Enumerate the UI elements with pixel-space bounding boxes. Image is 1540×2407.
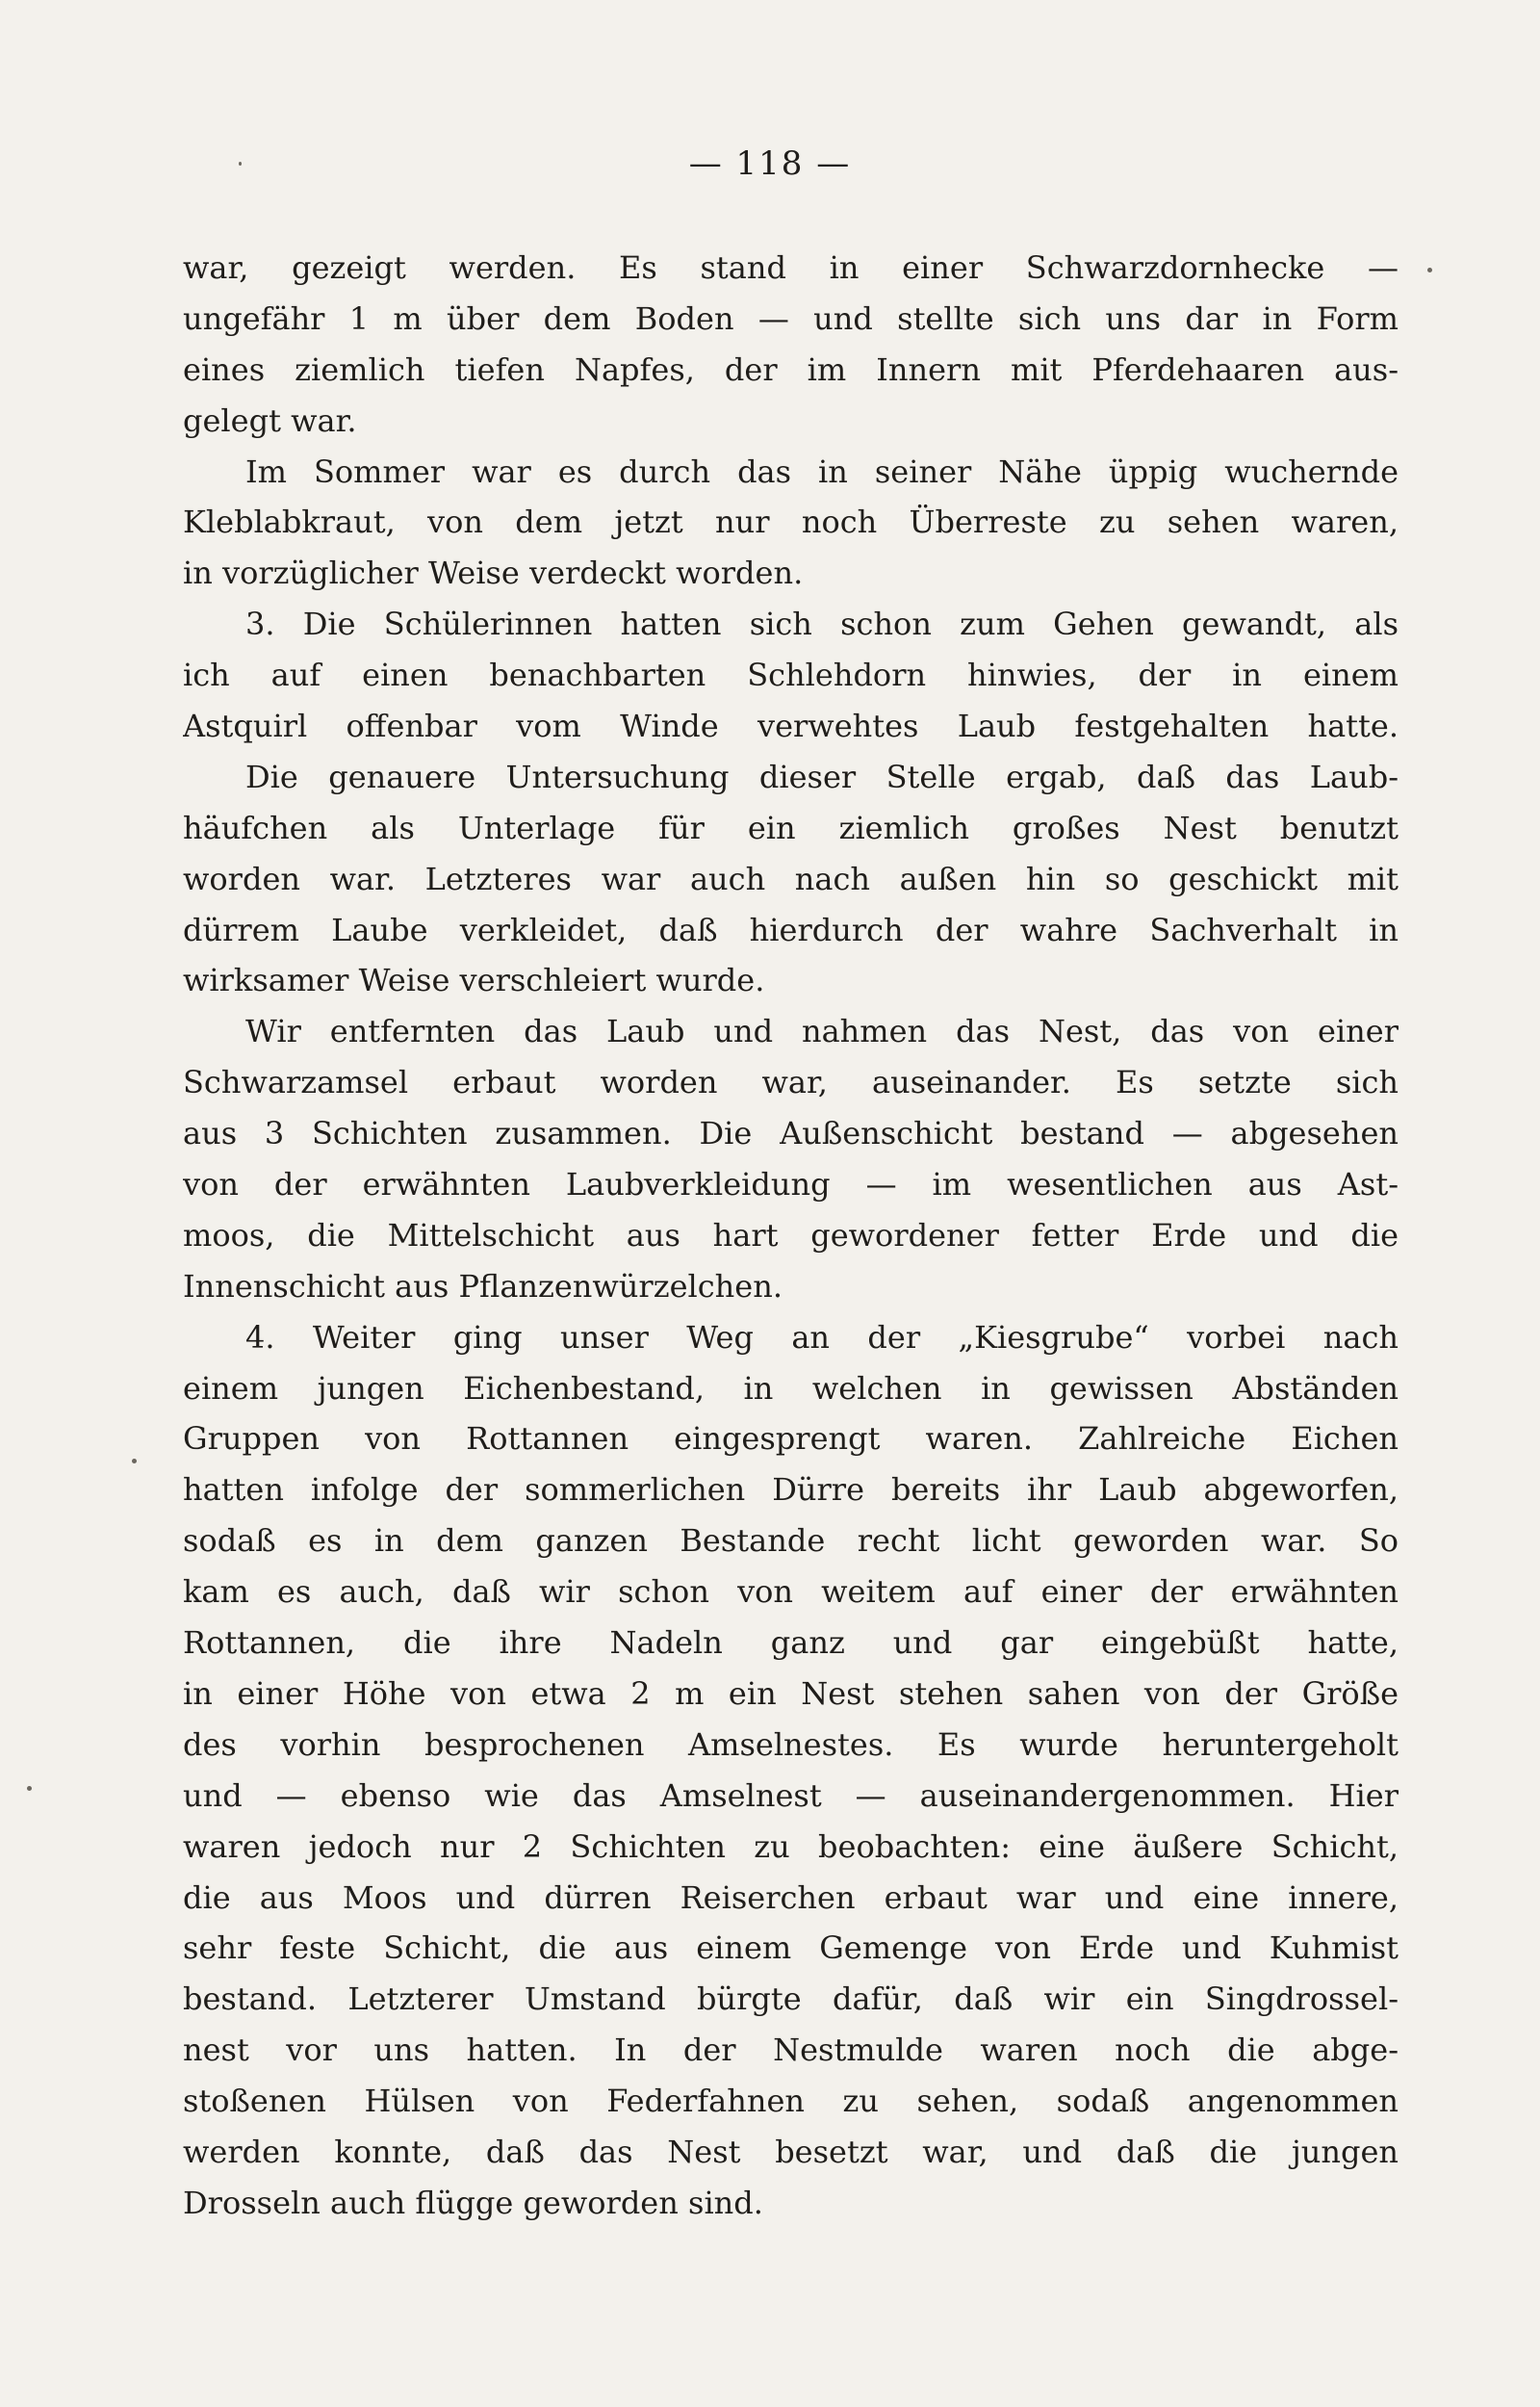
text-line: hatten infolge der sommerlichen Dürre bereits ihr Laub abgeworfen, — [183, 1471, 1399, 1509]
text-line: moos, die Mittelschicht aus hart gewordener fetter Erde und die — [183, 1216, 1399, 1254]
text-line: ungefähr 1 m über dem Boden — und stellte sich uns dar in Form — [183, 299, 1399, 337]
text-line: bestand. Letzterer Umstand bürgte dafür, daß wir ein Singdrossel- — [183, 1980, 1399, 2018]
print-speck — [239, 162, 242, 166]
text-line: Schwarzamsel erbaut worden war, auseinander. Es setzte sich — [183, 1064, 1399, 1101]
text-line: nest vor uns hatten. In der Nestmulde waren noch die abge- — [183, 2032, 1399, 2069]
print-speck — [132, 1459, 137, 1463]
text-line: stoßenen Hülsen von Federfahnen zu sehen, sodaß angenommen — [183, 2083, 1399, 2120]
text-line: aus 3 Schichten zusammen. Die Außenschicht bestand — abgesehen — [183, 1115, 1399, 1152]
text-line: Astquirl offenbar vom Winde verwehtes Laub festgehalten hatte. — [183, 708, 1399, 745]
text-line: dürrem Laube verkleidet, daß hierdurch der wahre Sachverhalt in — [183, 911, 1399, 948]
text-line: Wir entfernten das Laub und nahmen das Nest, das von einer — [245, 1013, 1399, 1050]
text-line: Im Sommer war es durch das in seiner Nähe üppig wuchernde — [245, 453, 1399, 490]
text-line: waren jedoch nur 2 Schichten zu beobachten: eine äußere Schicht, — [183, 1827, 1399, 1865]
text-line: Rottannen, die ihre Nadeln ganz und gar eingebüßt hatte, — [183, 1624, 1399, 1662]
page-number: — 118 — — [688, 144, 852, 183]
text-line: des vorhin besprochenen Amselnestes. Es wurde heruntergeholt — [183, 1725, 1399, 1763]
text-line: häufchen als Unterlage für ein ziemlich großes Nest benutzt — [183, 809, 1399, 846]
text-line: Innenschicht aus Pflanzenwürzelchen. — [183, 1267, 783, 1305]
text-line: von der erwähnten Laubverkleidung — im wesentlichen aus Ast- — [183, 1166, 1399, 1204]
text-line: 4. Weiter ging unser Weg an der „Kiesgrube“ vorbei nach — [245, 1318, 1399, 1356]
text-line: Drosseln auch flügge geworden sind. — [183, 2184, 763, 2221]
text-line: die aus Moos und dürren Reiserchen erbaut war und eine innere, — [183, 1878, 1399, 1916]
text-line: werden konnte, daß das Nest besetzt war, und daß die jungen — [183, 2133, 1399, 2170]
text-line: Gruppen von Rottannen eingesprengt waren. Zahlreiche Eichen — [183, 1420, 1399, 1458]
print-speck — [1427, 268, 1432, 272]
text-line: in vorzüglicher Weise verdeckt worden. — [183, 555, 804, 592]
text-line: Die genauere Untersuchung dieser Stelle ergab, daß das Laub- — [245, 758, 1399, 795]
text-line: sodaß es in dem ganzen Bestande recht licht geworden war. So — [183, 1522, 1399, 1560]
text-line: worden war. Letzteres war auch nach außen hin so geschickt mit — [183, 860, 1399, 897]
text-line: Kleblabkraut, von dem jetzt nur noch Überreste zu sehen waren, — [183, 504, 1399, 541]
text-line: wirksamer Weise verschleiert wurde. — [183, 962, 765, 999]
text-line: in einer Höhe von etwa 2 m ein Nest stehen sahen von der Größe — [183, 1674, 1399, 1712]
text-line: kam es auch, daß wir schon von weitem auf einer der erwähnten — [183, 1573, 1399, 1611]
text-line: 3. Die Schülerinnen hatten sich schon zum Gehen gewandt, als — [245, 606, 1399, 643]
text-line: gelegt war. — [183, 401, 357, 439]
print-speck — [27, 1786, 32, 1791]
text-line: ich auf einen benachbarten Schlehdorn hinwies, der in einem — [183, 657, 1399, 694]
text-line: war, gezeigt werden. Es stand in einer Schwarzdornhecke — — [183, 249, 1399, 286]
text-line: einem jungen Eichenbestand, in welchen in gewissen Abständen — [183, 1369, 1399, 1407]
text-line: und — ebenso wie das Amselnest — auseinandergenommen. Hier — [183, 1776, 1399, 1814]
text-line: sehr feste Schicht, die aus einem Gemenge von Erde und Kuhmist — [183, 1929, 1399, 1967]
text-line: eines ziemlich tiefen Napfes, der im Innern mit Pferdehaaren aus- — [183, 350, 1399, 388]
body-text — [183, 243, 1399, 2229]
